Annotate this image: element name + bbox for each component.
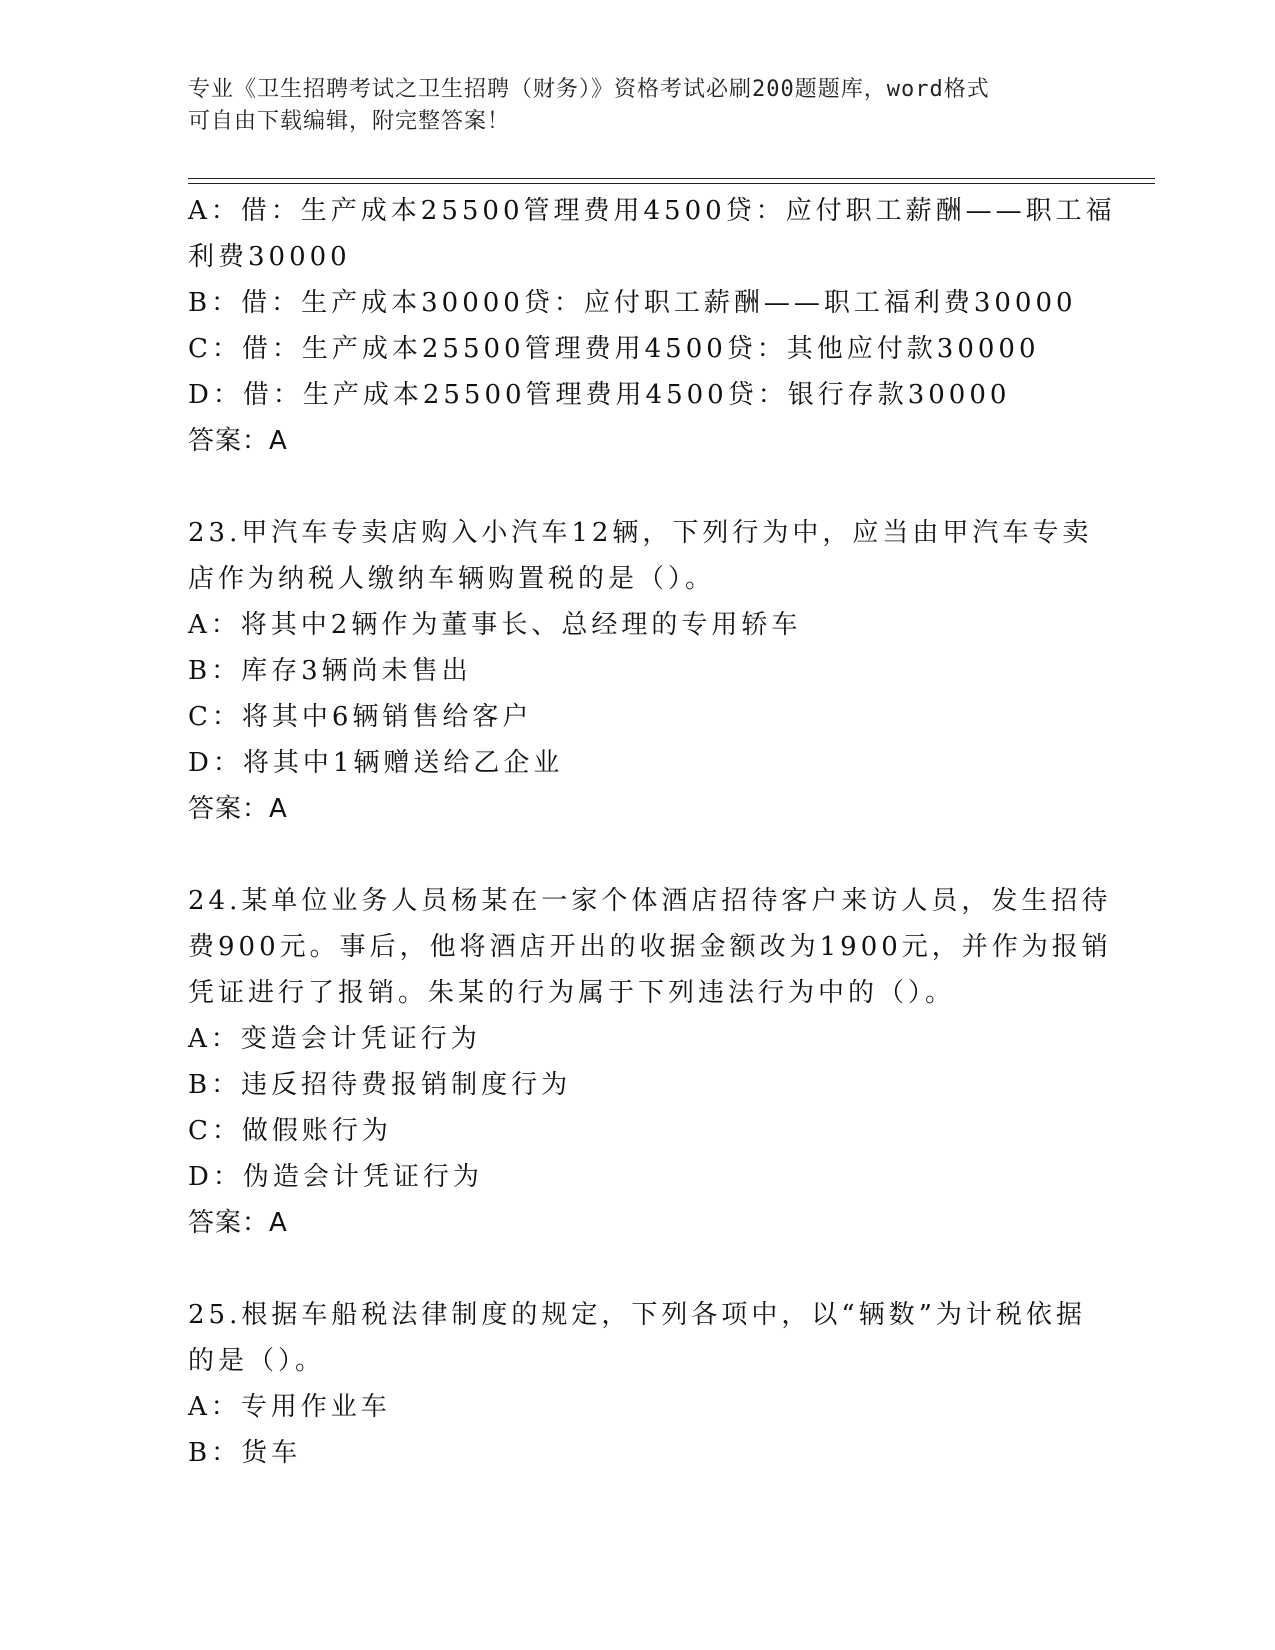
question-24-answer: 答案：A xyxy=(188,1208,288,1238)
question-25-stem-line-2: 的是（）。 xyxy=(188,1346,326,1376)
question-25-option-b: B：货车 xyxy=(188,1438,302,1468)
header-title-line-1: 专业《卫生招聘考试之卫生招聘（财务）》资格考试必刷200题题库，word格式 xyxy=(188,77,990,102)
question-24-option-b: B：违反招待费报销制度行为 xyxy=(188,1070,572,1100)
question-23-stem-line-2: 店作为纳税人缴纳车辆购置税的是（）。 xyxy=(188,564,716,594)
question-spacer xyxy=(188,832,1088,878)
question-24-option-c: C：做假账行为 xyxy=(188,1116,392,1146)
header-divider-top xyxy=(188,178,1155,179)
question-23-option-c: C：将其中6辆销售给客户 xyxy=(188,702,533,732)
question-25-block xyxy=(188,1292,1088,1476)
question-22-option-c: C：借：生产成本25500管理费用4500贷：其他应付款30000 xyxy=(188,334,1040,364)
question-23-option-b: B：库存3辆尚未售出 xyxy=(188,656,472,686)
header-divider-bottom xyxy=(188,183,1155,184)
question-22-answer: 答案：A xyxy=(188,426,288,456)
question-25-option-a: A：专用作业车 xyxy=(188,1392,391,1422)
document-header xyxy=(188,74,1088,138)
question-22-block xyxy=(188,188,1116,464)
header-title-line-2: 可自由下载编辑，附完整答案！ xyxy=(188,109,511,134)
question-23-stem-line-1: 23.甲汽车专卖店购入小汽车12辆，下列行为中，应当由甲汽车专卖 xyxy=(188,518,1093,548)
question-24-block xyxy=(188,878,1112,1246)
question-25-stem-line-1: 25.根据车船税法律制度的规定，下列各项中，以“辆数”为计税依据 xyxy=(188,1300,1086,1330)
question-24-stem-line-3: 凭证进行了报销。朱某的行为属于下列违法行为中的（）。 xyxy=(188,978,956,1008)
question-23-block xyxy=(188,510,1093,832)
question-list xyxy=(188,188,1116,1476)
question-22-option-a-line-2: 利费30000 xyxy=(188,242,351,272)
question-22-option-d: D：借：生产成本25500管理费用4500贷：银行存款30000 xyxy=(188,380,1011,410)
question-23-answer: 答案：A xyxy=(188,794,288,824)
question-22-option-b: B：借：生产成本30000贷：应付职工薪酬——职工福利费30000 xyxy=(188,288,1077,318)
question-spacer xyxy=(188,464,1088,510)
question-spacer xyxy=(188,1246,1088,1292)
question-23-option-a: A：将其中2辆作为董事长、总经理的专用轿车 xyxy=(188,610,802,640)
question-24-option-a: A：变造会计凭证行为 xyxy=(188,1024,481,1054)
question-24-stem-line-1: 24.某单位业务人员杨某在一家个体酒店招待客户来访人员，发生招待 xyxy=(188,886,1112,916)
question-24-stem-line-2: 费900元。事后，他将酒店开出的收据金额改为1900元，并作为报销 xyxy=(188,932,1112,962)
question-23-option-d: D：将其中1辆赠送给乙企业 xyxy=(188,748,564,778)
question-24-option-d: D：伪造会计凭证行为 xyxy=(188,1162,483,1192)
question-22-option-a-line-1: A：借：生产成本25500管理费用4500贷：应付职工薪酬——职工福 xyxy=(188,196,1116,226)
